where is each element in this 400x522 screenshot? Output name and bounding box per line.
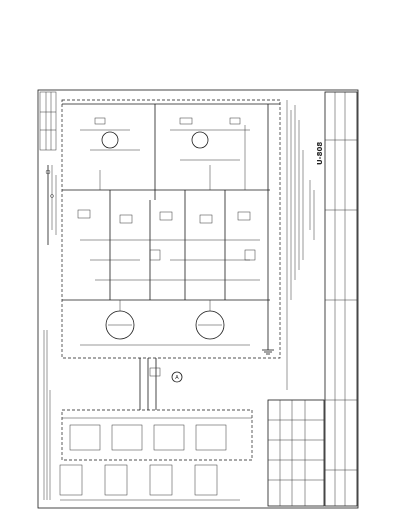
switch-units	[62, 418, 252, 450]
power-bus	[62, 104, 280, 350]
bottom-subassemblies	[60, 465, 240, 500]
left-margin-notes	[44, 330, 50, 500]
revision-table	[268, 400, 324, 506]
switch-unit	[196, 425, 226, 450]
middle-stage	[78, 210, 260, 280]
circled-callout-label: A	[175, 375, 179, 381]
switch-unit	[70, 425, 100, 450]
upper-stage	[80, 118, 250, 190]
lower-enclosure	[62, 410, 252, 460]
sheet-border	[38, 90, 358, 508]
drawing-number: U-808	[316, 141, 324, 165]
circuit-enclosure	[62, 100, 280, 358]
switch-unit	[112, 425, 142, 450]
upper-tube-left	[102, 132, 118, 148]
notes-column	[287, 100, 314, 390]
upper-tube-right	[192, 132, 208, 148]
legend-block	[46, 165, 56, 245]
switch-unit	[154, 425, 184, 450]
title-block	[325, 92, 357, 506]
ground-symbols	[262, 350, 274, 354]
bottom-feed	[140, 358, 160, 410]
output-stage	[80, 300, 250, 345]
revision-block	[40, 92, 56, 150]
